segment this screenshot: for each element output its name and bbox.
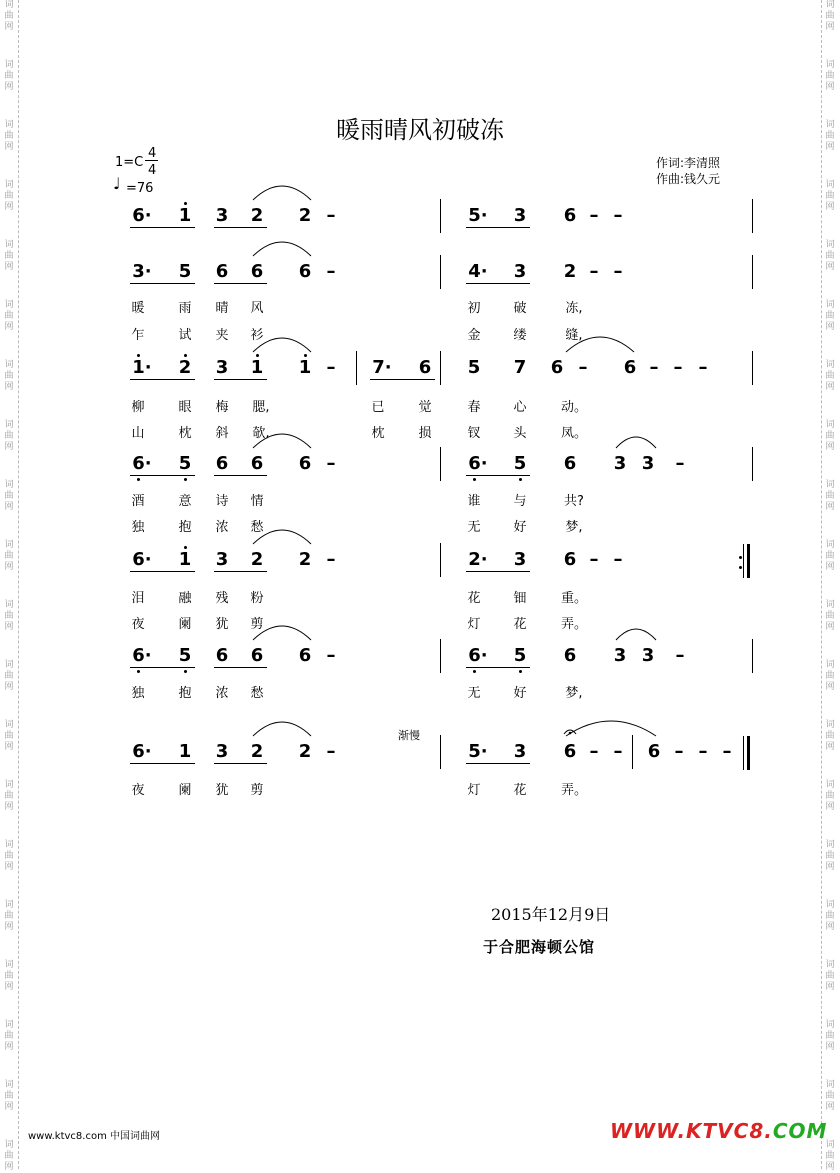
lyric-syllable: 粉 (250, 591, 264, 606)
note: 6· (132, 549, 152, 570)
dash: – (326, 453, 336, 474)
lyricist: 作词:李清照 (656, 156, 721, 170)
side-watermark: 词 曲 网 (825, 780, 835, 812)
dash: – (589, 261, 599, 282)
tie-arc (566, 337, 634, 352)
lyric-syllable: 意 (178, 494, 192, 509)
note: 6 (298, 645, 312, 666)
side-watermark: 词 曲 网 (4, 420, 14, 452)
dash: – (589, 549, 599, 570)
lyric-syllable: 已 (371, 400, 385, 415)
lyric-syllable: 缝, (565, 328, 583, 343)
note: 3 (513, 261, 527, 282)
lyric-syllable: 腮, (252, 400, 270, 415)
side-watermark: 词 曲 网 (825, 60, 835, 92)
dash: – (589, 205, 599, 226)
dash: – (326, 357, 336, 378)
lyric-syllable: 心 (513, 400, 527, 415)
lyric-syllable: 损 (418, 426, 432, 441)
note: 1 (178, 741, 192, 762)
side-watermark: 词 曲 网 (825, 840, 835, 872)
lyric-syllable: 山 (131, 426, 145, 441)
dash: – (649, 357, 659, 378)
lyric-syllable: 钿 (513, 591, 527, 606)
lyric-syllable: 梦, (565, 686, 583, 701)
side-watermark: 词 曲 网 (4, 960, 14, 992)
side-watermark: 词 曲 网 (4, 480, 14, 512)
dash: – (722, 741, 732, 762)
note: 6· (132, 645, 152, 666)
lyric-syllable: 夜 (131, 783, 145, 798)
tie-arc (253, 530, 311, 544)
lyric-syllable: 金 (467, 328, 481, 343)
lyric-syllable: 愁 (250, 686, 264, 701)
note: 5· (468, 741, 488, 762)
dash: – (326, 261, 336, 282)
lyric-syllable: 雨 (178, 301, 192, 316)
lyric-syllable: 重。 (560, 591, 588, 606)
side-watermark: 词 曲 网 (825, 660, 835, 692)
note: 6 (563, 453, 577, 474)
note: 2 (250, 741, 264, 762)
side-watermark: 词 曲 网 (4, 0, 14, 32)
lyric-syllable: 诗 (215, 494, 229, 509)
note: 3 (613, 453, 627, 474)
dash: – (326, 645, 336, 666)
composer: 作曲:钱久元 (656, 172, 721, 186)
dash: – (675, 453, 685, 474)
note: 3 (613, 645, 627, 666)
tempo-marking: =76 (126, 181, 154, 196)
footer-site-text: www.ktvc8.com 中国词曲网 (28, 1131, 161, 1142)
note: 1· (132, 357, 152, 378)
lyric-syllable: 愁 (250, 520, 264, 535)
lyric-syllable: 暖 (131, 301, 145, 316)
tie-arc (253, 434, 311, 448)
side-watermark: 词 曲 网 (825, 360, 835, 392)
note: 6 (250, 453, 264, 474)
side-watermark: 词 曲 网 (825, 1140, 835, 1172)
side-watermark: 词 曲 网 (825, 540, 835, 572)
lyric-syllable: 花 (513, 617, 527, 632)
lyric-syllable: 抱 (178, 686, 192, 701)
tie-arc (253, 186, 311, 200)
lyric-syllable: 弄。 (560, 617, 588, 632)
note: 6 (563, 645, 577, 666)
tie-arc (616, 437, 656, 448)
lyric-syllable: 剪 (250, 783, 264, 798)
note: 2· (468, 549, 488, 570)
lyric-syllable: 试 (178, 328, 192, 343)
dash: – (326, 549, 336, 570)
lyric-syllable: 动。 (560, 400, 588, 415)
note: 1 (298, 357, 312, 378)
lyric-syllable: 梦, (565, 520, 583, 535)
note: 4· (468, 261, 488, 282)
note: 6 (250, 645, 264, 666)
side-watermark: 词 曲 网 (4, 600, 14, 632)
lyric-syllable: 剪 (250, 617, 264, 632)
side-watermark: 词 曲 网 (825, 0, 835, 32)
tie-arc (253, 242, 311, 256)
lyric-syllable: 阑 (178, 783, 192, 798)
note: 6 (298, 453, 312, 474)
side-watermark: 词 曲 网 (825, 420, 835, 452)
tie-arc (253, 722, 311, 736)
note: 6 (647, 741, 661, 762)
side-watermark: 词 曲 网 (4, 1140, 14, 1172)
side-watermark: 词 曲 网 (4, 60, 14, 92)
lyric-syllable: 浓 (215, 686, 229, 701)
note: 3 (513, 741, 527, 762)
side-watermark: 词 曲 网 (825, 240, 835, 272)
lyric-syllable: 犹 (215, 783, 229, 798)
song-title: 暖雨晴风初破冻 (336, 116, 504, 144)
lyric-syllable: 谁 (467, 494, 481, 509)
lyric-syllable: 酒 (131, 494, 145, 509)
dash: – (326, 741, 336, 762)
note: 6· (132, 453, 152, 474)
dash: – (326, 205, 336, 226)
dash: – (698, 741, 708, 762)
note: 5 (513, 645, 527, 666)
note: 5 (178, 453, 192, 474)
side-watermark: 词 曲 网 (4, 660, 14, 692)
lyric-syllable: 融 (178, 591, 192, 606)
dash: – (613, 549, 623, 570)
lyric-syllable: 无 (467, 520, 481, 535)
dash: – (578, 357, 588, 378)
side-watermark: 词 曲 网 (4, 240, 14, 272)
lyric-syllable: 独 (131, 686, 145, 701)
note: 5 (513, 453, 527, 474)
side-watermark: 词 曲 网 (825, 900, 835, 932)
logo-text-a: WWW.KTVC8. (610, 1119, 773, 1143)
side-watermark: 词 曲 网 (4, 1020, 14, 1052)
lyric-syllable: 斜 (215, 426, 229, 441)
note: 2 (178, 357, 192, 378)
note: 7· (372, 357, 392, 378)
side-watermark: 词 曲 网 (825, 480, 835, 512)
note: 7 (513, 357, 527, 378)
composition-date: 2015年12月9日 (491, 905, 611, 924)
note: 2 (250, 549, 264, 570)
lyric-syllable: 花 (467, 591, 481, 606)
lyric-syllable: 犹 (215, 617, 229, 632)
lyric-syllable: 钗 (467, 426, 481, 441)
note: 3 (215, 357, 229, 378)
side-watermark: 词 曲 网 (4, 900, 14, 932)
lyric-syllable: 花 (513, 783, 527, 798)
side-watermark: 词 曲 网 (825, 960, 835, 992)
note: 6· (468, 645, 488, 666)
lyric-syllable: 好 (513, 520, 527, 535)
note: 5 (178, 261, 192, 282)
time-signature-numerator: 4 (148, 146, 157, 161)
note: 6 (298, 261, 312, 282)
lyric-syllable: 凤。 (560, 426, 588, 441)
note: 6 (623, 357, 637, 378)
quarter-note-icon: ♩ (113, 174, 121, 193)
lyric-syllable: 晴 (215, 301, 229, 316)
note: 6 (418, 357, 432, 378)
lyric-syllable: 缕 (513, 328, 527, 343)
note: 6 (563, 741, 577, 762)
lyric-syllable: 弄。 (560, 783, 588, 798)
lyric-syllable: 初 (467, 301, 481, 316)
dash: – (674, 741, 684, 762)
side-watermark: 词 曲 网 (825, 120, 835, 152)
side-watermark: 词 曲 网 (825, 1020, 835, 1052)
lyric-syllable: 残 (215, 591, 229, 606)
lyric-syllable: 梅 (215, 400, 229, 415)
side-watermark: 词 曲 网 (825, 180, 835, 212)
side-watermark: 词 曲 网 (4, 300, 14, 332)
side-watermark: 词 曲 网 (4, 780, 14, 812)
side-watermark: 词 曲 网 (825, 600, 835, 632)
tie-arc (253, 338, 311, 352)
side-watermark: 词 曲 网 (4, 720, 14, 752)
dash: – (673, 357, 683, 378)
note: 6 (215, 261, 229, 282)
time-signature-denominator: 4 (148, 163, 157, 178)
note: 6· (468, 453, 488, 474)
note: 3 (641, 453, 655, 474)
lyric-syllable: 夹 (215, 328, 229, 343)
note: 5 (467, 357, 481, 378)
note: 3 (513, 205, 527, 226)
lyric-syllable: 情 (250, 494, 264, 509)
note: 6 (550, 357, 564, 378)
lyric-syllable: 独 (131, 520, 145, 535)
note: 1 (178, 205, 192, 226)
side-watermark: 词 曲 网 (825, 1080, 835, 1112)
logo-text-b: COM (772, 1119, 828, 1143)
note: 3 (215, 741, 229, 762)
lyric-syllable: 夜 (131, 617, 145, 632)
lyric-syllable: 灯 (467, 783, 481, 798)
note: 6 (250, 261, 264, 282)
lyric-syllable: 头 (513, 426, 527, 441)
side-watermark: 词 曲 网 (4, 120, 14, 152)
note: 6· (132, 205, 152, 226)
note: 6 (563, 549, 577, 570)
note: 2 (563, 261, 577, 282)
lyric-syllable: 破 (513, 301, 527, 316)
note: 3 (513, 549, 527, 570)
note: 5· (468, 205, 488, 226)
lyric-syllable: 欹, (252, 426, 270, 441)
lyric-syllable: 枕 (371, 426, 385, 441)
lyric-syllable: 浓 (215, 520, 229, 535)
dash: – (675, 645, 685, 666)
lyric-syllable: 好 (513, 686, 527, 701)
lyric-syllable: 枕 (178, 426, 192, 441)
side-watermark: 词 曲 网 (4, 540, 14, 572)
tie-arc (253, 626, 311, 640)
note: 5 (178, 645, 192, 666)
lyric-syllable: 眼 (178, 400, 192, 415)
lyric-syllable: 冻, (565, 301, 583, 316)
lyric-syllable: 乍 (131, 328, 145, 343)
side-watermark: 词 曲 网 (825, 300, 835, 332)
note: 6 (563, 205, 577, 226)
note: 3 (215, 549, 229, 570)
lyric-syllable: 与 (513, 494, 527, 509)
tie-arc (566, 721, 656, 736)
lyric-syllable: 抱 (178, 520, 192, 535)
lyric-syllable: 灯 (467, 617, 481, 632)
lyric-syllable: 觉 (418, 400, 432, 415)
note: 2 (298, 549, 312, 570)
note: 3· (132, 261, 152, 282)
site-logo (610, 1119, 827, 1143)
side-watermark: 词 曲 网 (4, 1080, 14, 1112)
composition-place: 于合肥海顿公馆 (483, 938, 596, 956)
dash: – (698, 357, 708, 378)
lyric-syllable: 泪 (131, 591, 145, 606)
dash: – (613, 741, 623, 762)
note: 3 (215, 205, 229, 226)
lyric-syllable: 衫 (250, 328, 264, 343)
note: 1 (178, 549, 192, 570)
lyric-syllable: 柳 (131, 400, 145, 415)
lyric-syllable: 共? (564, 494, 584, 509)
lyric-syllable: 风 (250, 301, 264, 316)
dash: – (613, 261, 623, 282)
note: 6 (215, 645, 229, 666)
lyric-syllable: 无 (467, 686, 481, 701)
dash: – (589, 741, 599, 762)
side-watermark: 词 曲 网 (825, 720, 835, 752)
side-watermark: 词 曲 网 (4, 360, 14, 392)
note: 2 (298, 205, 312, 226)
side-watermark: 词 曲 网 (4, 840, 14, 872)
note: 6 (215, 453, 229, 474)
note: 2 (298, 741, 312, 762)
note: 6· (132, 741, 152, 762)
lyric-syllable: 春 (467, 400, 481, 415)
note: 3 (641, 645, 655, 666)
expression-marking: 渐慢 (398, 729, 420, 742)
note: 2 (250, 205, 264, 226)
note: 1 (250, 357, 264, 378)
side-watermark: 词 曲 网 (4, 180, 14, 212)
tie-arc (616, 629, 656, 640)
lyric-syllable: 阑 (178, 617, 192, 632)
key-signature: 1=C (115, 155, 144, 170)
fermata-dot (569, 732, 572, 735)
dash: – (613, 205, 623, 226)
